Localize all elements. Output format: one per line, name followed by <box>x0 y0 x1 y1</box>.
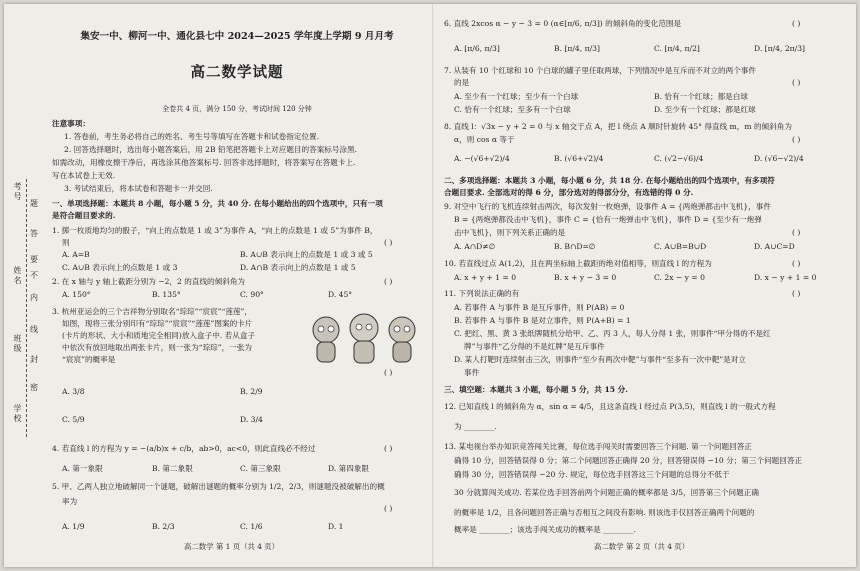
question-5-option-a: A. 1/9 <box>62 522 85 531</box>
question-3-text: 如图，现将三张分别印有“琮琮”“宸宸”“莲莲”图案的卡片 <box>62 319 253 328</box>
question-2-option-b: B. 135° <box>152 290 181 299</box>
question-11-option-c: C. 把红、黑、黄 3 张纸牌随机分给甲、乙、丙 3 人，每人分得 1 张，则事件“甲分得的不是红 <box>454 329 771 338</box>
question-2-option-d: D. 45° <box>328 290 353 299</box>
mascot-lianlian-figure <box>389 317 415 362</box>
mascot-chenchen-figure <box>350 314 378 363</box>
answer-paren: ( ) <box>792 228 801 237</box>
question-5-option-c: C. 1/6 <box>240 522 263 531</box>
question-9-option-b: B. B∩D=∅ <box>554 242 596 251</box>
question-10-option-a: A. x + y + 1 = 0 <box>454 273 517 282</box>
question-7-text: 7. 从装有 10 个红球和 10 个白球的罐子里任取两球，下列情况中是互斥而不对立的两个事件 <box>444 66 757 75</box>
question-2-text: 2. 在 x 轴与 y 轴上截距分别为 −2，2 的直线的倾斜角为 <box>52 277 246 286</box>
section-heading: 三、填空题：本题共 3 小题，每小题 5 分，共 15 分. <box>444 385 628 394</box>
question-10-text: 10. 若直线过点 A(1,2)，且在两坐标轴上截距的绝对值相等，则直线 l 的方程为 <box>444 259 712 268</box>
notice-line: 2. 回答选择题时，选出每小题答案后，用 2B 铅笔把答题卡上对应题目的答案标号涂黑. <box>64 145 358 154</box>
question-11-option-c: 牌”与事件“乙分得的不是红牌”是互斥事件 <box>464 342 605 351</box>
question-10-option-c: C. 2x − y = 0 <box>654 273 705 282</box>
answer-paren: ( ) <box>792 259 801 268</box>
seal-word: 密 <box>30 383 38 392</box>
question-8-option-c: C. (√2−√6)/4 <box>654 154 704 163</box>
notice-line: 1. 答卷前，考生务必将自己的姓名、考生号等填写在答题卡和试卷指定位置. <box>64 132 320 141</box>
question-3-text: 3. 杭州亚运会的三个吉祥物分别取名“琮琮”“宸宸”“莲莲”， <box>52 307 253 316</box>
question-13-text: 确得 30 分，回答错误得 −20 分. 规定，每位选手回答这三个问题的总得分不低于 <box>454 470 730 479</box>
answer-paren: ( ) <box>384 444 393 453</box>
answer-paren: ( ) <box>384 368 393 377</box>
question-1-option-d: D. A∩B 表示向上的点数是 1 或 5 <box>240 263 356 272</box>
question-3-option-b: B. 2/9 <box>240 387 263 396</box>
question-5-option-d: D. 1 <box>328 522 344 531</box>
question-4-option-b: B. 第二象限 <box>152 464 193 473</box>
notice-line: 3. 考试结束后，将本试卷和答题卡一并交回. <box>64 184 213 193</box>
question-7-option-d: D. 至少有一个红球；都是红球 <box>654 105 756 114</box>
question-7-option-b: B. 恰有一个红球；都是白球 <box>654 92 748 101</box>
binding-label-name: 姓名 <box>13 266 22 286</box>
question-6-option-b: B. [π/4, π/3] <box>554 44 600 53</box>
question-1-option-a: A. A=B <box>62 250 90 259</box>
question-9-option-a: A. A∩D≠∅ <box>454 242 496 251</box>
page-1 <box>52 4 422 567</box>
question-2-option-c: C. 90° <box>240 290 264 299</box>
answer-paren: ( ) <box>384 277 393 286</box>
binding-strip <box>4 4 48 567</box>
seal-word: 题 <box>30 199 38 208</box>
question-5-text: 5. 甲、乙两人独立地破解同一个谜题，破解出谜题的概率分别为 1/2，2/3，则谜题没被破解出的概 <box>52 482 385 491</box>
question-8-option-d: D. (√6−√2)/4 <box>754 154 804 163</box>
exam-meta: 全卷共 4 页，满分 150 分，考试时间 120 分钟 <box>162 105 312 113</box>
question-8-text: α，则 cos α 等于 <box>454 135 515 144</box>
question-4-text: 4. 若直线 l 的方程为 y = −(a/b)x + c/b，ab>0，ac<0，则此直线必不经过 <box>52 444 316 453</box>
question-10-option-d: D. x − y + 1 = 0 <box>754 273 817 282</box>
seal-word: 封 <box>30 355 38 364</box>
question-11-option-d: D. 某人打靶时连续射击三次，则事件“至少有两次中靶”与事件“至多有一次中靶”是对立 <box>454 355 746 364</box>
seal-word: 内 <box>30 293 38 302</box>
question-5-option-b: B. 2/3 <box>152 522 175 531</box>
seal-word: 线 <box>30 325 38 334</box>
question-11-option-a: A. 若事件 A 与事件 B 是互斥事件，则 P(AB) = 0 <box>454 303 625 312</box>
question-13-text: 概率是 ________；该选手闯关成功的概率是 ________. <box>454 525 636 534</box>
answer-paren: ( ) <box>792 289 801 298</box>
question-9-option-c: C. A∪B=B∪D <box>654 242 707 251</box>
question-13-text: 确得 10 分，回答错误得 0 分；第二个问题回答正确得 20 分，回答错误得 −10 分；第三个问题回答正 <box>454 456 803 465</box>
question-5-text: 率为 <box>62 497 78 506</box>
question-8-text: 8. 直线 l：√3x − y + 2 = 0 与 x 轴交于点 A，把 l 绕点 A 顺时针旋转 45° 得直线 m，m 的倾斜角为 <box>444 122 792 131</box>
answer-paren: ( ) <box>792 135 801 144</box>
page-fold <box>432 4 434 567</box>
binding-label-exam-number: 考号 <box>13 182 22 202</box>
answer-paren: ( ) <box>384 504 393 513</box>
question-2-option-a: A. 150° <box>62 290 91 299</box>
seal-word: 不 <box>30 271 38 280</box>
page-2 <box>444 4 848 567</box>
answer-paren: ( ) <box>792 78 801 87</box>
section-heading: 是符合题目要求的. <box>52 211 116 220</box>
question-13-text: 13. 某电视台举办知识竞答闯关比赛，每位选手闯关时需要回答三个问题. 第一个问题回答正 <box>444 442 752 451</box>
question-3-option-d: D. 3/4 <box>240 415 263 424</box>
exam-sheet <box>4 4 856 567</box>
exam-banner: 集安一中、柳河一中、通化县七中 2024—2025 学年度上学期 9 月月考 <box>80 31 394 42</box>
question-9-text: B = {两炮弹都没击中飞机}，事件 C = {恰有一炮弹击中飞机}，事件 D = {至少有一炮弹 <box>454 215 762 224</box>
question-11-option-b: B. 若事件 A 与事件 B 是对立事件，则 P(A+B) = 1 <box>454 316 631 325</box>
page-footer: 高二数学 第 1 页（共 4 页） <box>184 542 280 551</box>
question-6-option-a: A. [π/6, π/3] <box>454 44 500 53</box>
answer-paren: ( ) <box>792 19 801 28</box>
question-1-option-c: C. A∪B 表示向上的点数是 1 或 3 <box>62 263 178 272</box>
question-3-text: 中依次有放回地取出两张卡片，则一张为“琮琮”，一张为 <box>62 343 253 352</box>
question-10-option-b: B. x + y − 3 = 0 <box>554 273 617 282</box>
seal-line <box>26 179 27 437</box>
question-6-option-d: D. [π/4, 2π/3] <box>754 44 805 53</box>
question-3-option-a: A. 3/8 <box>62 387 85 396</box>
question-9-text: 击中飞机}，则下列关系正确的是 <box>454 228 566 237</box>
mascot-congcong-figure <box>313 317 339 362</box>
section-heading: 合题目要求. 全部选对的得 6 分，部分选对的得部分分，有选错的得 0 分. <box>444 188 694 197</box>
question-7-option-a: A. 至少有一个红球；至少有一个白球 <box>454 92 579 101</box>
seal-word: 答 <box>30 229 38 238</box>
notice-heading: 注意事项： <box>52 119 90 128</box>
question-13-text: 的概率是 1/2，且各问题回答正确与否相互之间没有影响. 则该选手仅回答正确两个问题的 <box>454 508 755 517</box>
question-1-text: 则 <box>62 238 70 247</box>
question-7-option-c: C. 恰有一个红球；至多有一个白球 <box>454 105 571 114</box>
section-heading: 一、单项选择题：本题共 8 小题，每小题 5 分，共 40 分. 在每小题给出的四个选项中，只有一项 <box>52 199 383 208</box>
notice-line: 如需改动，用橡皮擦干净后，再选涂其他答案标号. 回答非选择题时，将答案写在答题卡上. <box>52 158 356 167</box>
binding-label-class: 班级 <box>13 334 22 354</box>
question-9-option-d: D. A∪C=D <box>754 242 795 251</box>
binding-label-school: 学校 <box>13 404 22 424</box>
page-title: 高二数学试题 <box>190 64 284 81</box>
question-6-option-c: C. [π/4, π/2] <box>654 44 700 53</box>
question-12-text: 为 ________. <box>454 422 497 431</box>
answer-paren: ( ) <box>384 238 393 247</box>
section-heading: 二、多项选择题：本题共 3 小题，每小题 6 分，共 18 分. 在每小题给出的四个选项中，有多项符 <box>444 176 775 185</box>
notice-line: 写在本试卷上无效. <box>52 171 116 180</box>
question-1-option-b: B. A∪B 表示向上的点数是 1 或 3 或 5 <box>240 250 373 259</box>
question-9-text: 9. 对空中飞行的飞机连续射击两次，每次发射一枚炮弹，设事件 A = {两炮弹都击中飞机}，事件 <box>444 202 771 211</box>
page-footer: 高二数学 第 2 页（共 4 页） <box>594 542 690 551</box>
seal-word: 要 <box>30 255 38 264</box>
question-13-text: 30 分就算闯关成功. 若某位选手回答前两个问题正确的概率都是 3/5，回答第三个问题正确 <box>454 488 759 497</box>
question-3-text: (卡片的形状、大小和质地完全相同)放入盒子中. 若从盒子 <box>62 331 255 340</box>
question-8-option-b: B. (√6+√2)/4 <box>554 154 604 163</box>
question-4-option-d: D. 第四象限 <box>328 464 370 473</box>
question-11-option-d: 事件 <box>464 368 480 377</box>
question-8-option-a: A. −(√6+√2)/4 <box>454 154 510 163</box>
question-1-text: 1. 掷一枚质地均匀的骰子，“向上的点数是 1 或 3”为事件 A，“向上的点数是 1 或 5”为事件 B， <box>52 226 378 235</box>
question-12-text: 12. 已知直线 l 的倾斜角为 α，sin α = 4/5，且这条直线 l 经过点 P(3,5)，则直线 l 的一般式方程 <box>444 402 776 411</box>
question-4-option-a: A. 第一象限 <box>62 464 103 473</box>
question-7-text: 的是 <box>454 78 470 87</box>
mascots-illustration <box>306 312 422 368</box>
question-4-option-c: C. 第三象限 <box>240 464 281 473</box>
question-3-text: “宸宸”的概率是 <box>62 355 116 364</box>
question-3-option-c: C. 5/9 <box>62 415 85 424</box>
question-6-text: 6. 直线 2xcos α − y − 3 = 0 (α∈[π/6, π/3]) 的倾斜角的变化范围是 <box>444 19 682 28</box>
question-11-text: 11. 下列说法正确的有 <box>444 289 520 298</box>
